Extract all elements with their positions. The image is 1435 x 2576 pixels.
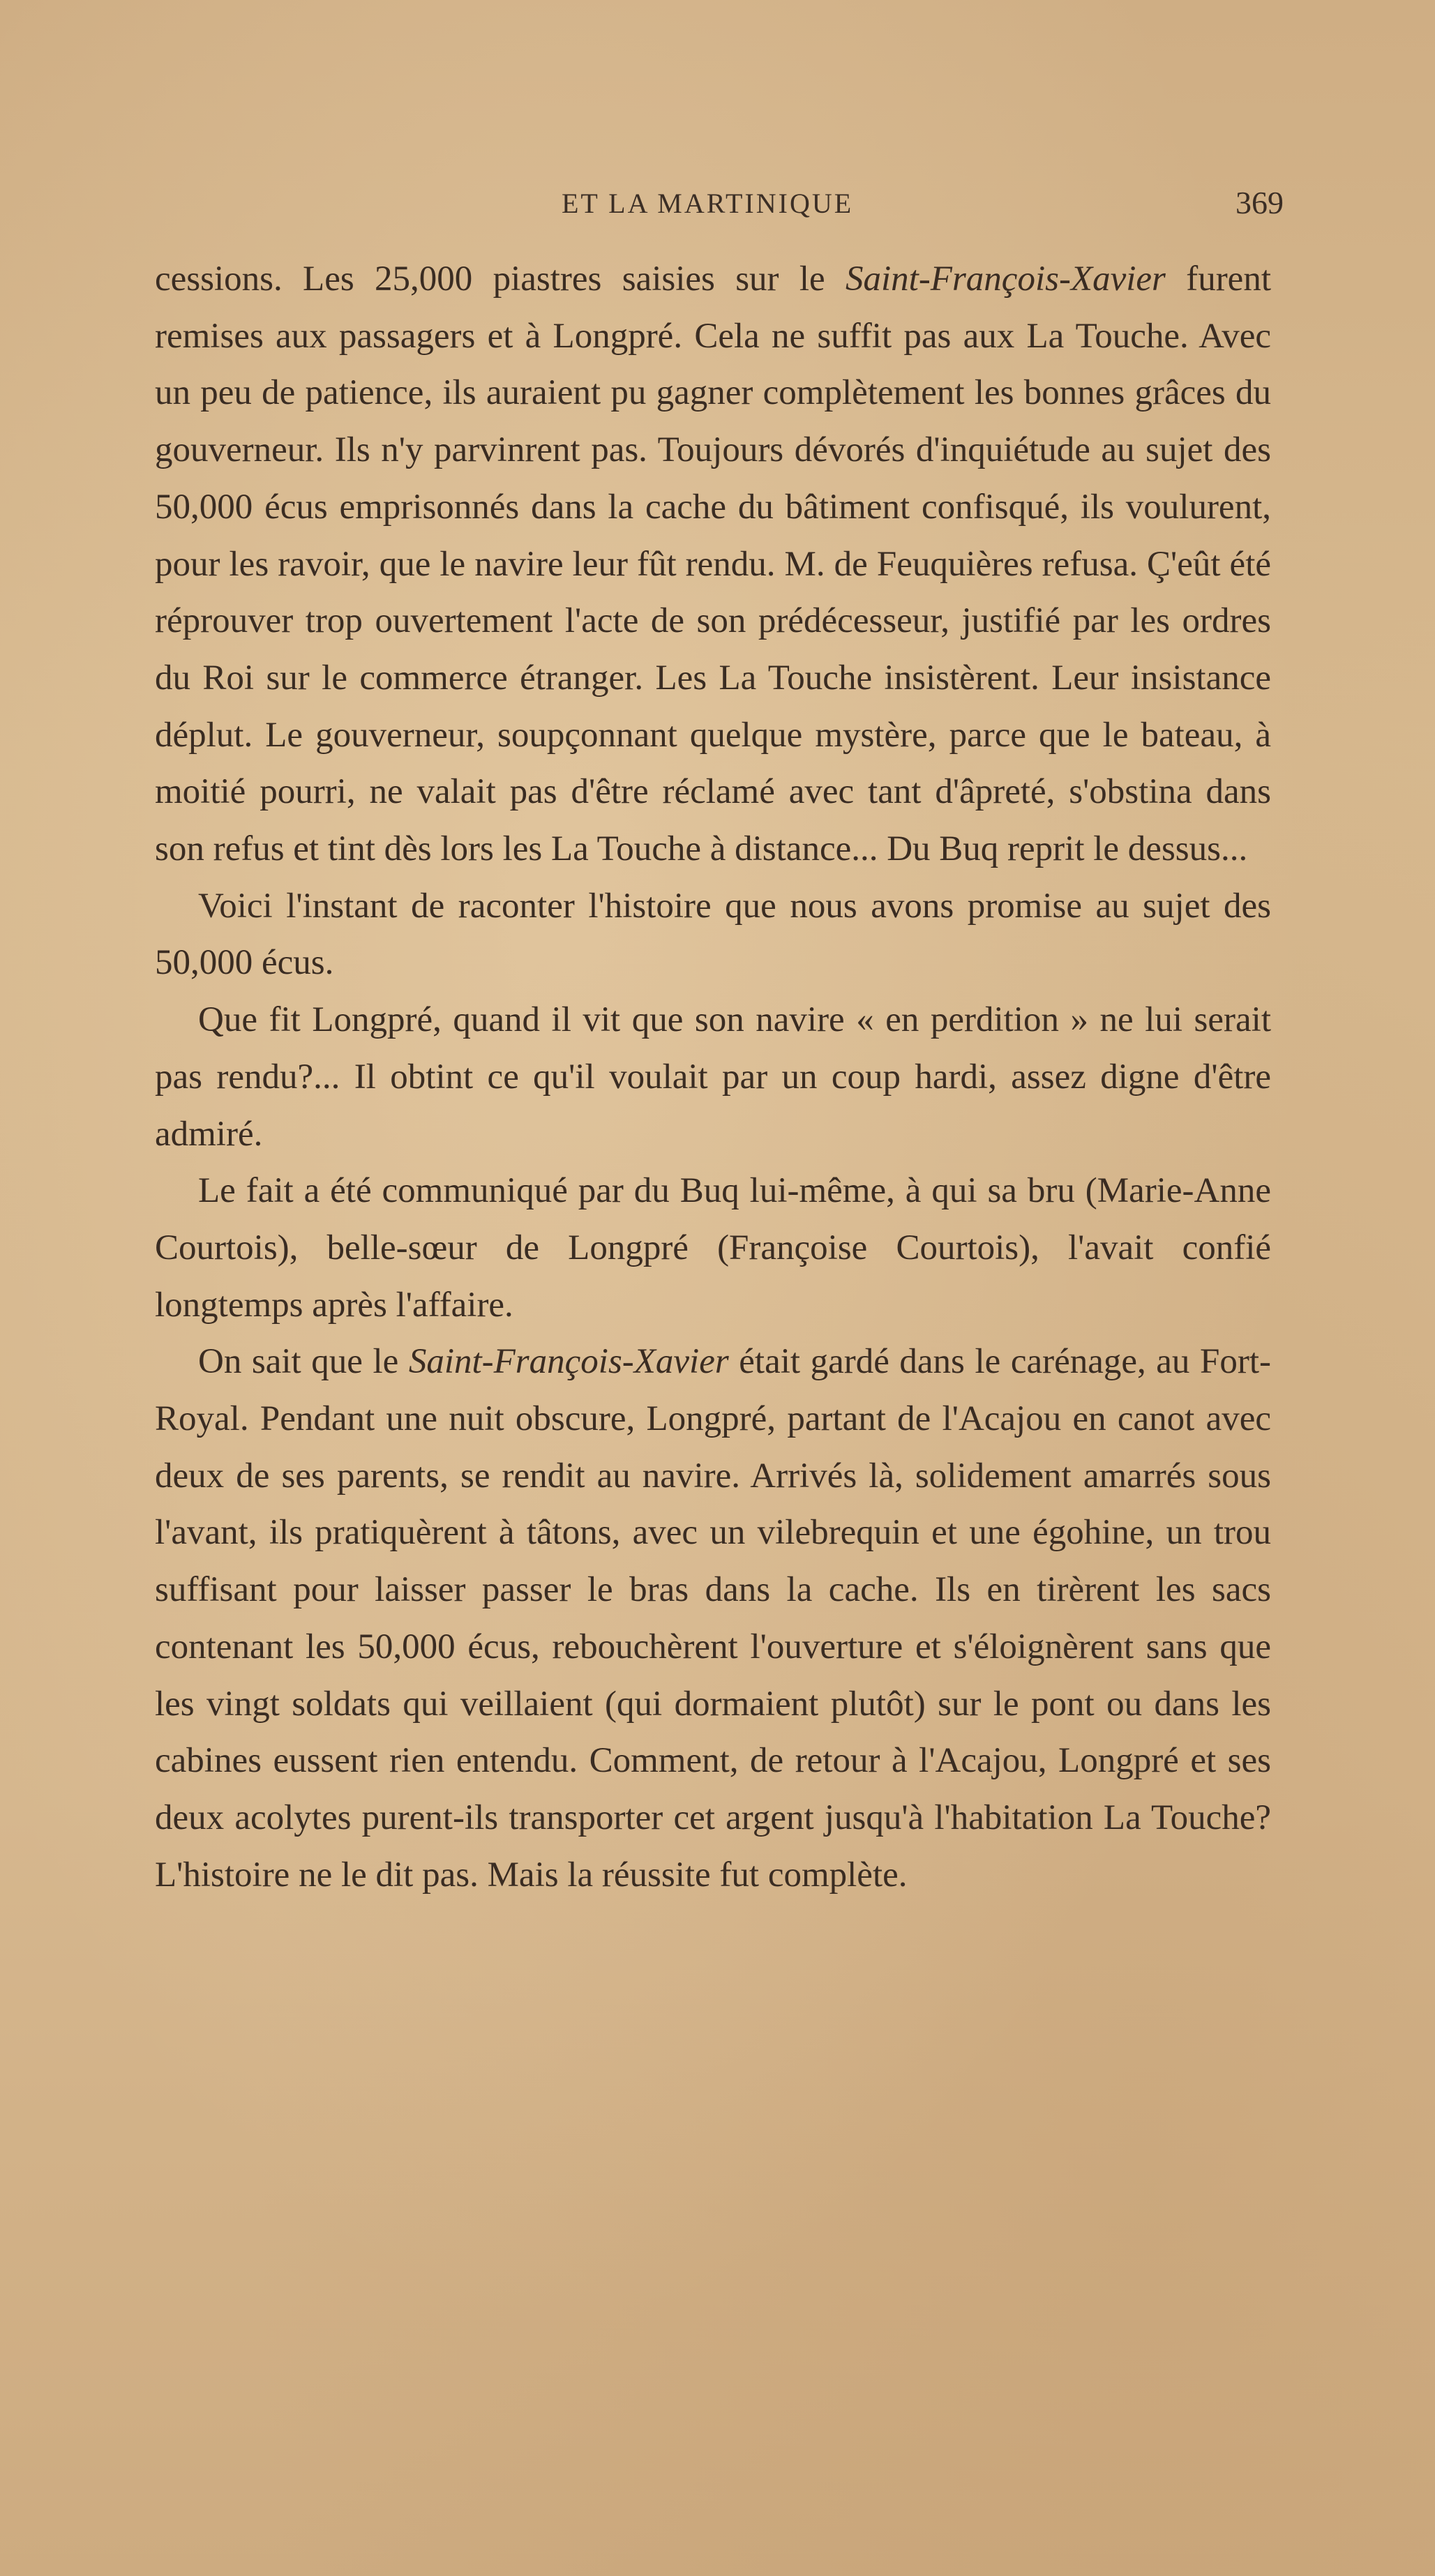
page-number: 369: [1235, 185, 1284, 220]
running-head: [174, 187, 1284, 229]
body-text: [155, 251, 1271, 1904]
paragraph-3: Que fit Longpré, quand il vit que son navire « en perdition » ne lui serait pas rendu?... Il obtint ce qu'il voulait par un coup hardi, assez digne d'être admiré.: [155, 1000, 1271, 1154]
paragraph-2: Voici l'instant de raconter l'histoire que nous avons promise au sujet des 50,000 écus.: [155, 886, 1271, 983]
paragraph-1: [155, 251, 1271, 878]
paragraph-1-text-b: furent remises aux passagers et à Longpré. Cela ne suffit pas aux La Touche. Avec un peu de patience, ils auraient pu gagner complètement les bonnes grâces du gouverneur. Ils n'y parvinrent pas. Toujours dévorés d'inquiétude au sujet des 50,000 écus emprisonnés dans la cache du bâtiment confisqué, ils voulurent, pour les ravoir, que le navire leur fût rendu. M. de Feuquières refusa. Ç'eût été réprouver trop ouvertement l'acte de son prédécesseur, justifié par les ordres du Roi sur le commerce étranger. Les La Touche insistèrent. Leur insistance déplut. Le gouverneur, soupçonnant quelque mystère, parce que le bateau, à moitié pourri, ne valait pas d'être réclamé avec tant d'âpreté, s'obstina dans son refus et tint dès lors les La Touche à distance... Du Buq reprit le dessus...: [155, 259, 1271, 869]
paragraph-1-text-a: cessions. Les 25,000 piastres saisies sur le: [155, 259, 846, 299]
ship-name: Saint-François-Xavier: [408, 1342, 729, 1382]
paragraph-5-text-a: On sait que le: [198, 1342, 409, 1382]
paragraph-4: Le fait a été communiqué par du Buq lui-même, à qui sa bru (Marie-Anne Courtois), belle-sœur de Longpré (Françoise Courtois), l'avait confié longtemps après l'affaire.: [155, 1171, 1271, 1325]
paragraph-5-text-b: était gardé dans le carénage, au Fort-Royal. Pendant une nuit obscure, Longpré, partant de l'Acajou en canot avec deux de ses parents, se rendit au navire. Arrivés là, solidement amarrés sous l'avant, ils pratiquèrent à tâtons, avec un vilebrequin et une égohine, un trou suffisant pour laisser passer le bras dans la cache. Ils en tirèrent les sacs contenant les 50,000 écus, rebouchèrent l'ouverture et s'éloignèrent sans que les vingt soldats qui veillaient (qui dormaient plutôt) sur le pont ou dans les cabines eussent rien entendu. Comment, de retour à l'Acajou, Longpré et ses deux acolytes purent-ils transporter cet argent jusqu'à l'habitation La Touche? L'histoire ne le dit pas. Mais la réussite fut complète.: [155, 1342, 1271, 1895]
ship-name: Saint-François-Xavier: [845, 259, 1166, 299]
running-title: ET LA MARTINIQUE: [562, 188, 854, 219]
paragraph-5: [155, 1334, 1271, 1904]
